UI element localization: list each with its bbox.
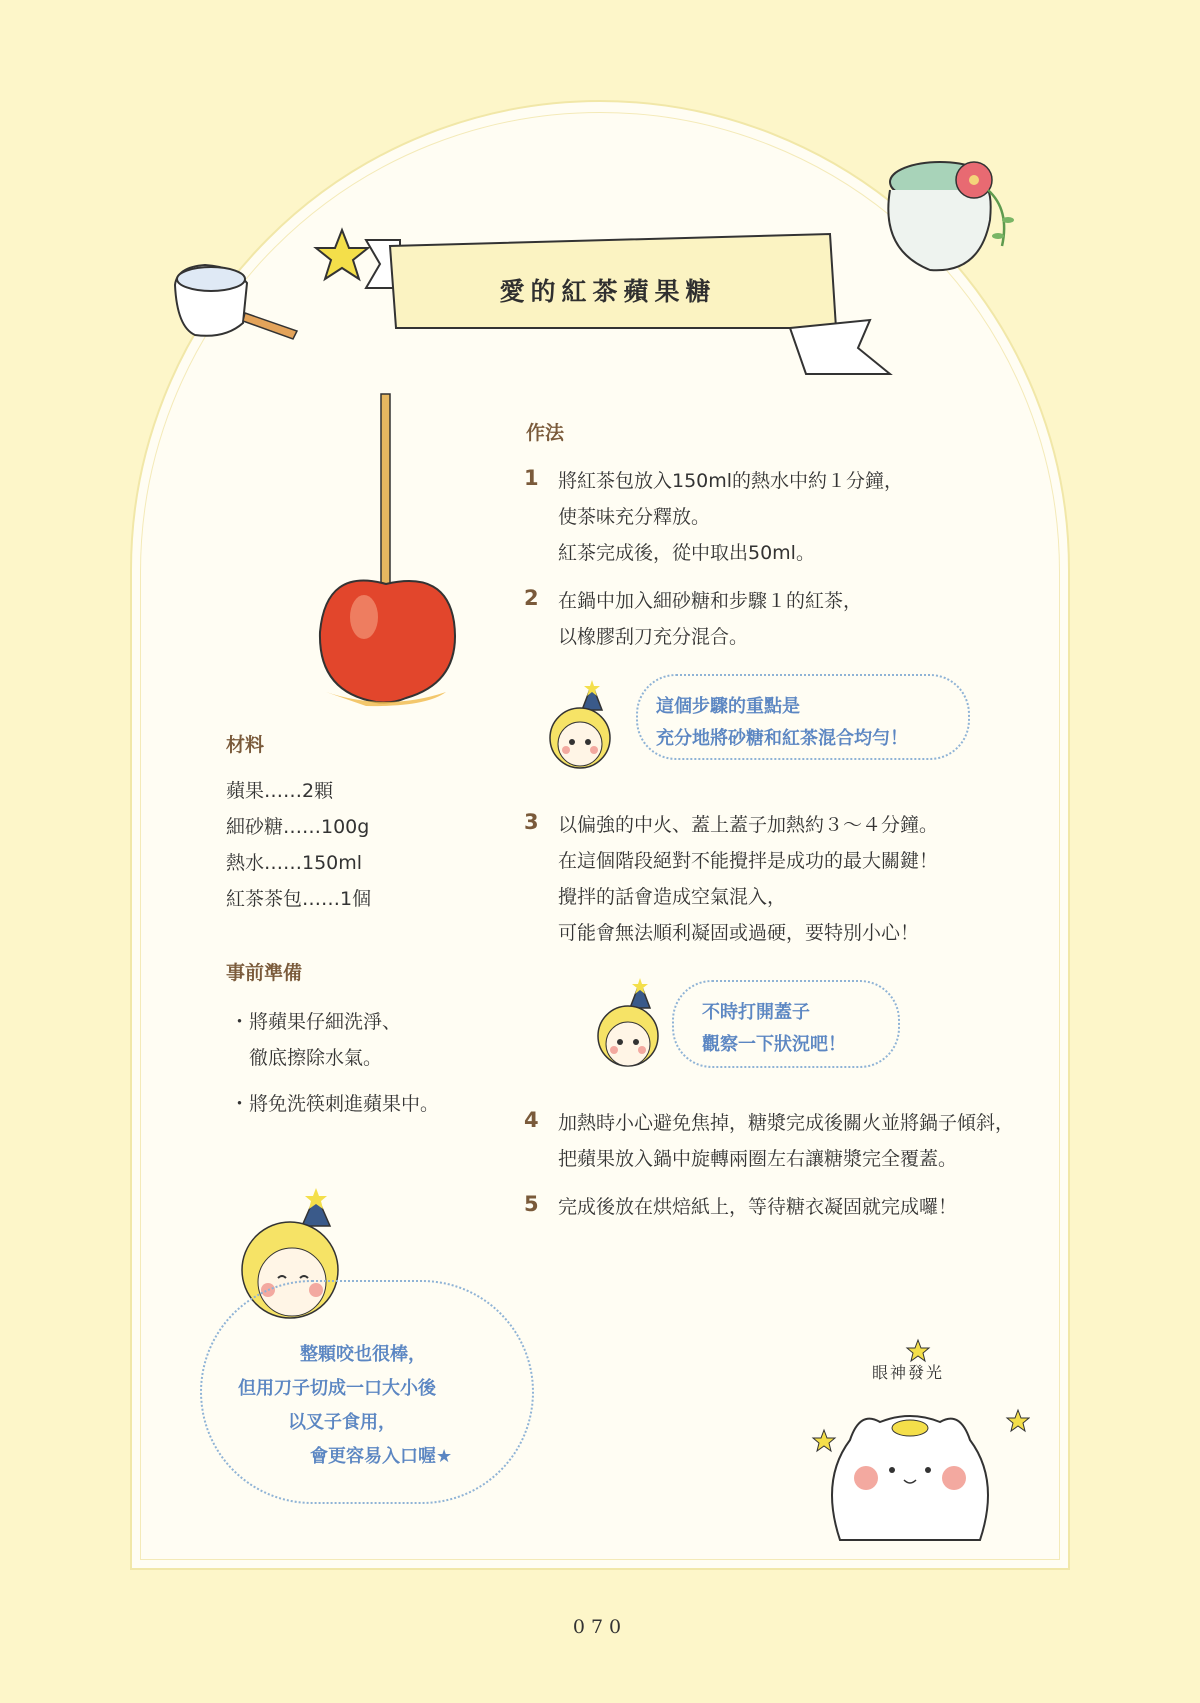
step-line: 使茶味充分釋放。 bbox=[558, 506, 711, 528]
prep-heading-label: 事前準備 bbox=[226, 962, 303, 984]
step-number: 4 bbox=[524, 1108, 539, 1132]
step-line: 在這個階段絕對不能攪拌是成功的最大關鍵！ bbox=[558, 850, 939, 872]
method-heading-label: 作法 bbox=[526, 422, 565, 444]
recipe-title: 愛的紅茶蘋果糖 bbox=[499, 277, 717, 306]
material-item: 紅茶茶包……1個 bbox=[226, 888, 372, 910]
tip-text: 以叉子食用， bbox=[288, 1412, 396, 1433]
cat-caption: 眼神發光 bbox=[872, 1363, 945, 1382]
tip-text: 充分地將砂糖和紅茶混合均勻！ bbox=[656, 728, 908, 749]
prep-item: ・將蘋果仔細洗淨、 bbox=[230, 1011, 402, 1033]
tip-text: 會更容易入口喔★ bbox=[310, 1446, 453, 1467]
tip-text: 這個步驟的重點是 bbox=[656, 696, 800, 717]
title-banner bbox=[388, 236, 828, 336]
step-number: 5 bbox=[524, 1192, 539, 1216]
step-number: 2 bbox=[524, 586, 539, 610]
step-line: 加熱時小心避免焦掉，糖漿完成後關火並將鍋子傾斜， bbox=[558, 1112, 1015, 1134]
tip-text: 不時打開蓋子 bbox=[702, 1002, 810, 1023]
step-line: 以偏強的中火、蓋上蓋子加熱約３～４分鐘。 bbox=[558, 814, 939, 836]
prep-heading bbox=[226, 958, 302, 985]
material-item: 細砂糖……100g bbox=[226, 816, 370, 838]
method-heading bbox=[526, 418, 564, 445]
tip-text: 但用刀子切成一口大小後 bbox=[238, 1378, 436, 1399]
chef-character-illustration bbox=[536, 680, 626, 780]
materials-heading bbox=[226, 730, 264, 757]
cat-illustration bbox=[800, 1330, 1030, 1550]
step-line: 將紅茶包放入150ml的熱水中約１分鐘， bbox=[558, 470, 904, 492]
step-line: 可能會無法順利凝固或過硬，要特別小心！ bbox=[558, 922, 920, 944]
step-line: 完成後放在烘焙紙上，等待糖衣凝固就完成囉！ bbox=[558, 1196, 958, 1218]
material-item: 熱水……150ml bbox=[226, 852, 363, 874]
page-number: 070 bbox=[572, 1616, 628, 1638]
tip-text: 觀察一下狀況吧！ bbox=[702, 1034, 846, 1055]
candy-apple-illustration bbox=[306, 392, 476, 722]
prep-item: 徹底擦除水氣。 bbox=[230, 1047, 383, 1069]
step-line: 紅茶完成後，從中取出50ml。 bbox=[558, 542, 815, 564]
tip-text: 整顆咬也很棒， bbox=[300, 1344, 426, 1365]
material-item: 蘋果……2顆 bbox=[226, 780, 334, 802]
step-line: 攪拌的話會造成空氣混入， bbox=[558, 886, 787, 908]
step-number: 1 bbox=[524, 466, 539, 490]
step-line: 在鍋中加入細砂糖和步驟１的紅茶， bbox=[558, 590, 863, 612]
saucepan-illustration bbox=[165, 255, 305, 355]
step-line: 把蘋果放入鍋中旋轉兩圈左右讓糖漿完全覆蓋。 bbox=[558, 1148, 958, 1170]
prep-item: ・將免洗筷刺進蘋果中。 bbox=[230, 1093, 440, 1115]
materials-heading-label: 材料 bbox=[226, 734, 265, 756]
chef-character-illustration bbox=[582, 978, 672, 1074]
step-number: 3 bbox=[524, 810, 539, 834]
step-line: 以橡膠刮刀充分混合。 bbox=[558, 626, 749, 648]
